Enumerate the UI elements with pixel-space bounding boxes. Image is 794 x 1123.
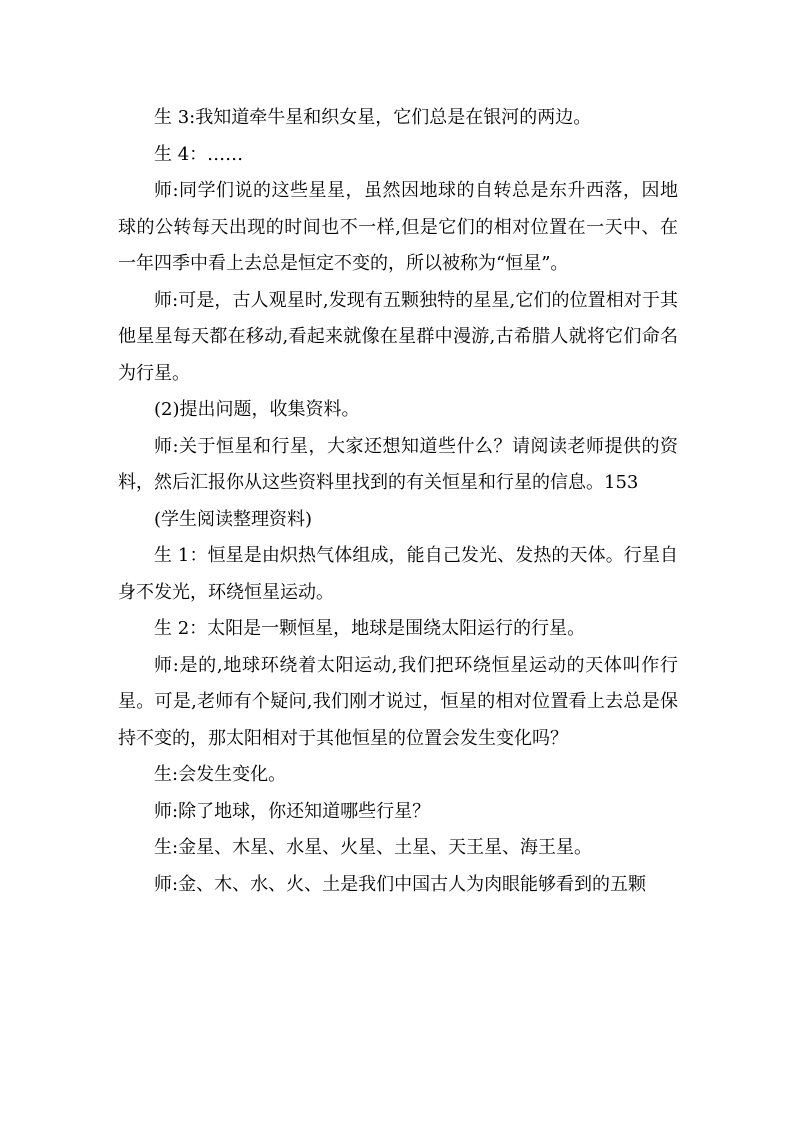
paragraph-teacher-planets-origin: 师:可是，古人观星时,发现有五颗独特的星星,它们的位置相对于其他星星每天都在移动,看起来就像在星群中漫游,古希腊人就将它们命名为行星。 bbox=[118, 289, 678, 384]
paragraph-student-4: 生 4：…… bbox=[154, 143, 244, 165]
paragraph-teacher-sun-question: 师:是的,地球环绕着太阳运动,我们把环绕恒星运动的天体叫作行星。可是,老师有个疑问,我们刚才说过，恒星的相对位置看上去总是保持不变的，那太阳相对于其他恒星的位置会发生变化吗？ bbox=[118, 654, 678, 749]
paragraph-section-heading: (2)提出问题，收集资料。 bbox=[154, 399, 360, 420]
paragraph-student-2: 生 2：太阳是一颗恒星，地球是围绕太阳运行的行星。 bbox=[154, 618, 586, 639]
paragraph-student-3: 生 3:我知道牵牛星和织女星，它们总是在银河的两边。 bbox=[154, 107, 592, 128]
paragraph-teacher-fixed-stars: 师:同学们说的这些星星，虽然因地球的自转总是东升西落，因地球的公转每天出现的时间也不一样,但是它们的相对位置在一天中、在一年四季中看上去总是恒定不变的，所以被称为“恒星”。 bbox=[118, 180, 678, 274]
paragraph-student-1: 生 1：恒星是由炽热气体组成，能自己发光、发热的天体。行星自身不发光，环绕恒星运动。 bbox=[118, 545, 678, 603]
paragraph-stage-direction: (学生阅读整理资料) bbox=[154, 508, 313, 530]
document-body bbox=[118, 100, 678, 903]
paragraph-student-planet-list: 生:金星、木星、水星、火星、土星、天王星、海王星。 bbox=[154, 837, 593, 858]
paragraph-teacher-question: 师:关于恒星和行星，大家还想知道些什么？请阅读老师提供的资料，然后汇报你从这些资料里找到的有关恒星和行星的信息。153 bbox=[118, 435, 678, 493]
paragraph-teacher-other-planets: 师:除了地球，你还知道哪些行星？ bbox=[154, 800, 431, 822]
paragraph-teacher-five-planets: 师:金、木、水、火、土是我们中国古人为肉眼能够看到的五颗 bbox=[154, 873, 647, 895]
paragraph-student-answer: 生:会发生变化。 bbox=[154, 764, 287, 785]
